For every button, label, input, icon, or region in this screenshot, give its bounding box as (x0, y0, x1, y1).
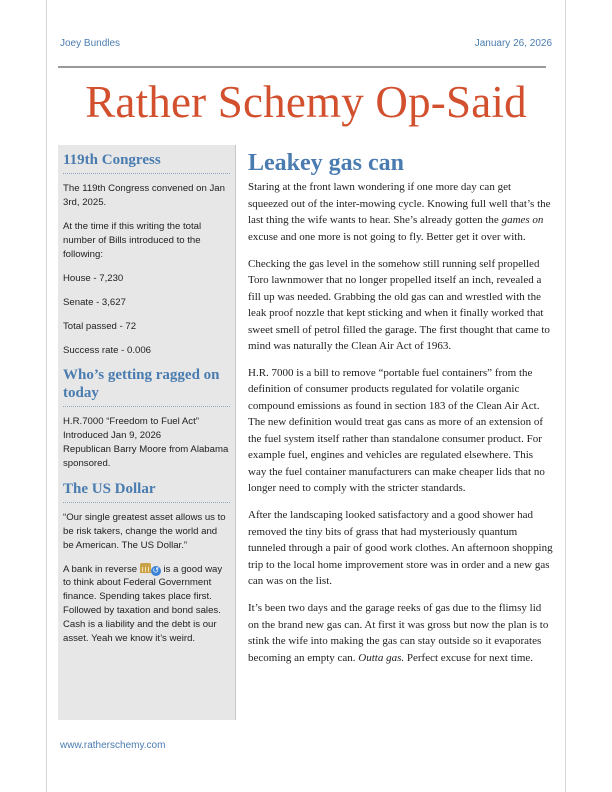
reverse-arrow-icon: ↺ (152, 565, 160, 575)
p1-text-b: excuse and one more is not going to fly. Better get it over with. (248, 230, 526, 243)
bills-intro: At the time if this writing the total number of Bills introduced to the following: (63, 221, 202, 260)
total-passed: Total passed - 72 (63, 320, 137, 332)
ragged-section (63, 367, 230, 470)
congress-section (63, 152, 230, 357)
bank-text-end: is a good way to think about Federal Government finance. Spending takes place first. Followed by taxation and bond sales. Cash is a liability and the debt is our asset. Yeah we know it’s weird. (63, 563, 223, 645)
bank-building-icon (140, 563, 151, 573)
p1-emphasis: games on (501, 214, 544, 227)
p5-emphasis: Outta gas. (358, 651, 405, 664)
article-title: Leakey gas can (248, 150, 404, 176)
sidebar (58, 145, 235, 720)
sidebar-divider (235, 145, 236, 720)
senate-count: Senate - 3,627 (63, 296, 126, 308)
article-paragraph-4: After the landscaping looked satisfactory and a good shower had removed the tiny bits of grass that had mysteriously quantum tunneled through a pair of good work clothes. An afternoon shopping trip to the local home improvement store was in order and a new gas can was on the list. (248, 509, 553, 588)
p5-text-a: It’s been two days and the garage reeks of gas due to the flimsy lid on the brand new gas can. At first it was gross but now the plan is to stink the wife into making the gas can stay outside so it evaporates becoming an empty can. (248, 602, 549, 664)
article-paragraph-5 (248, 600, 553, 666)
ragged-sponsor: Republican Barry Moore from Alabama sponsored. (63, 443, 229, 469)
article-paragraph-2: Checking the gas level in the somehow still running self propelled Toro lawnmower that no longer propelled itself an inch, revealed a fill up was needed. Grabbing the old gas can and wrestled with the leak proof nozzle that kept sticking and when it finally worked that sweet smell of petrol filled the garage. The first thought that came to mind was naturally the Clean Air Act of 1963. (248, 257, 550, 353)
article-paragraph-1 (248, 179, 553, 245)
dollar-section (63, 481, 230, 646)
ragged-heading: Who’s getting ragged on today (63, 367, 230, 407)
header-rule (58, 66, 546, 68)
website-link[interactable]: www.ratherschemy.com (60, 740, 166, 751)
success-rate: Success rate - 0.006 (63, 344, 151, 356)
congress-intro: The 119th Congress convened on Jan 3rd, 2025. (63, 183, 225, 209)
dollar-quote: “Our single greatest asset allows us to be risk takers, change the world and be American. The US Dollar.” (63, 511, 226, 551)
dollar-heading: The US Dollar (63, 481, 230, 503)
bank-text-start: A bank in reverse (63, 563, 138, 575)
masthead-title: Rather Schemy Op-Said (85, 77, 527, 127)
author-name: Joey Bundles (60, 38, 121, 49)
p1-text-a: Staring at the front lawn wondering if one more day can get squeezed out of the inter-mowing cycle. Knowing full well that’s the last thing the wife wants to hear. She’s already gotten the (248, 181, 551, 227)
congress-heading: 119th Congress (63, 152, 230, 174)
p5-text-b: Perfect excuse for next time. (406, 651, 534, 664)
article (248, 150, 553, 676)
ragged-introduced: Introduced Jan 9, 2026 (63, 429, 162, 441)
bank-paragraph (63, 563, 230, 646)
ragged-body (63, 415, 230, 471)
ragged-bill: H.R.7000 “Freedom to Fuel Act” (63, 415, 199, 427)
house-count: House - 7,230 (63, 272, 124, 284)
article-paragraph-3: H.R. 7000 is a bill to remove “portable fuel containers” from the definition of consumer products regulated for volatile organic compound emissions as found in section 183 of the Clean Air Act. The new definition would treat gas cans as more of an extension of the fuel system itself rather than standalone consumer product. For example fuel, engines and vehicles are regulated elsewhere. This way the fuel container manufacturers can make cheaper lids that no longer need to comply with the stricter standards. (248, 366, 545, 495)
publish-date: January 26, 2026 (474, 38, 552, 49)
